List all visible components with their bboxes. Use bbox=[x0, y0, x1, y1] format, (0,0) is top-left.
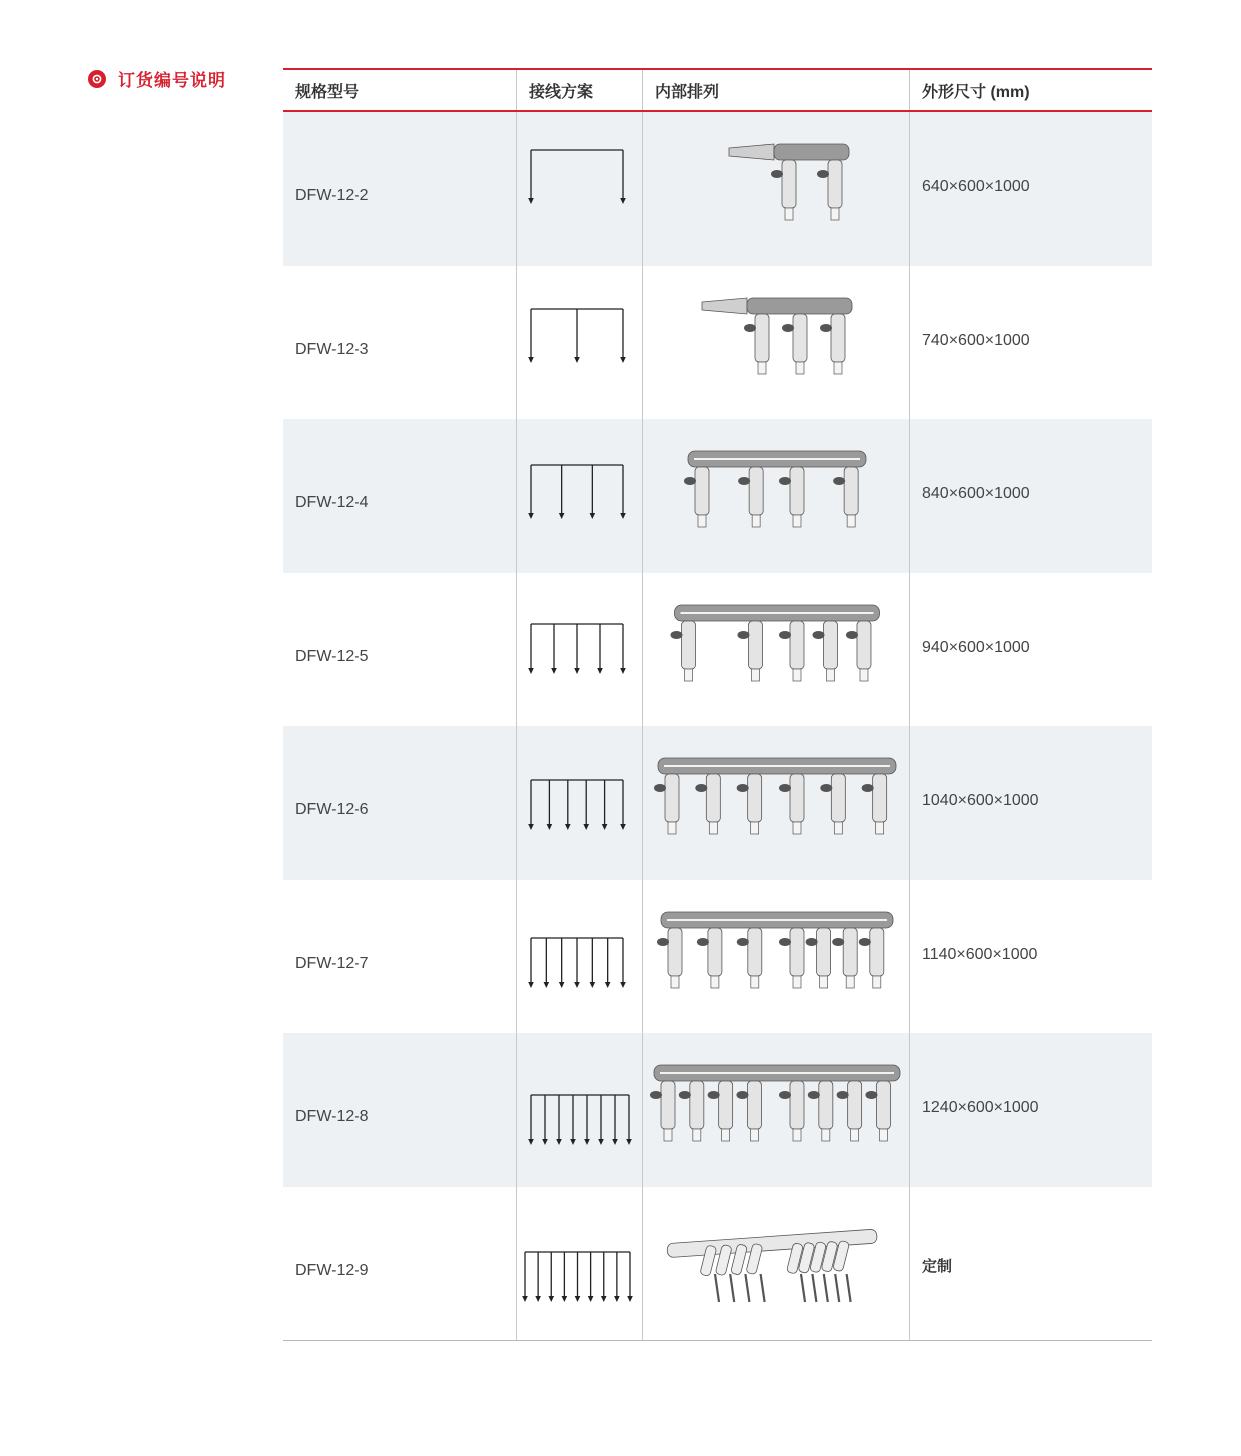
dimensions-value: 1040×600×1000 bbox=[922, 792, 1039, 809]
cell-arrangement bbox=[643, 419, 910, 573]
cable-bushing bbox=[779, 774, 804, 834]
cell-wiring bbox=[517, 573, 643, 727]
gear-icon bbox=[88, 70, 106, 88]
internal-arrangement-illustration bbox=[643, 880, 910, 1033]
internal-arrangement-illustration bbox=[643, 726, 910, 879]
cell-wiring bbox=[517, 726, 643, 880]
wiring-diagram bbox=[517, 419, 643, 572]
cell-arrangement bbox=[643, 1033, 910, 1187]
table-bottom-rule bbox=[283, 1340, 1152, 1341]
dimensions-value: 640×600×1000 bbox=[922, 178, 1030, 195]
cable-bushing bbox=[820, 314, 845, 374]
model-number: DFW-12-5 bbox=[295, 647, 369, 665]
cable-bushing bbox=[737, 774, 762, 834]
table-row bbox=[283, 726, 1152, 880]
table-row bbox=[283, 419, 1152, 573]
cable-bushing bbox=[779, 928, 804, 988]
cell-dimensions bbox=[910, 112, 1152, 266]
cell-model bbox=[283, 1187, 517, 1341]
cable-bushing bbox=[679, 1081, 704, 1141]
cable-bushing bbox=[832, 928, 857, 988]
dimensions-value: 940×600×1000 bbox=[922, 638, 1030, 656]
table-row bbox=[283, 112, 1152, 266]
wiring-diagram bbox=[517, 726, 643, 879]
cable-bushing bbox=[697, 928, 722, 988]
cell-dimensions bbox=[910, 726, 1152, 880]
dimensions-value: 1240×600×1000 bbox=[922, 1099, 1039, 1116]
wiring-diagram bbox=[517, 573, 643, 726]
cell-model bbox=[283, 880, 517, 1034]
cell-dimensions bbox=[910, 419, 1152, 573]
model-number: DFW-12-7 bbox=[295, 954, 369, 972]
cable-bushing bbox=[808, 1081, 833, 1141]
cable-bushing bbox=[695, 774, 720, 834]
cell-model bbox=[283, 266, 517, 420]
cable-bushing bbox=[779, 1081, 804, 1141]
cable-bushing bbox=[806, 928, 831, 988]
cell-dimensions bbox=[910, 266, 1152, 420]
cell-arrangement bbox=[643, 266, 910, 420]
cable-bushing bbox=[771, 160, 796, 220]
cell-arrangement bbox=[643, 573, 910, 727]
cell-wiring bbox=[517, 880, 643, 1034]
cell-dimensions bbox=[910, 1187, 1152, 1341]
dimensions-value: 740×600×1000 bbox=[922, 331, 1030, 349]
cable-bushing bbox=[817, 160, 842, 220]
header-dimensions: 外形尺寸 (mm) bbox=[922, 83, 1030, 101]
cell-dimensions bbox=[910, 880, 1152, 1034]
cable-bushing bbox=[654, 774, 679, 834]
internal-arrangement-illustration bbox=[643, 112, 910, 265]
internal-arrangement-illustration bbox=[643, 419, 910, 572]
wiring-diagram bbox=[517, 1033, 643, 1186]
cell-dimensions bbox=[910, 573, 1152, 727]
table-row bbox=[283, 1187, 1152, 1341]
cell-dimensions bbox=[910, 1033, 1152, 1187]
cell-model bbox=[283, 573, 517, 727]
table-row bbox=[283, 880, 1152, 1034]
spec-table bbox=[283, 68, 1152, 1341]
internal-arrangement-illustration bbox=[643, 1187, 910, 1340]
model-number: DFW-12-4 bbox=[295, 494, 369, 511]
cell-model bbox=[283, 726, 517, 880]
header-arrangement: 内部排列 bbox=[643, 70, 910, 110]
cable-bushing bbox=[859, 928, 884, 988]
model-number: DFW-12-6 bbox=[295, 801, 369, 818]
cable-bushing bbox=[779, 467, 804, 527]
cable-bushing bbox=[812, 621, 837, 681]
internal-arrangement-illustration bbox=[643, 573, 910, 726]
cell-wiring bbox=[517, 419, 643, 573]
cell-arrangement bbox=[643, 880, 910, 1034]
cable-bushing bbox=[837, 1081, 862, 1141]
cable-bushing bbox=[846, 621, 871, 681]
dimensions-value: 840×600×1000 bbox=[922, 485, 1030, 502]
cable-bushing bbox=[779, 621, 804, 681]
dimensions-value: 定制 bbox=[922, 1257, 953, 1275]
table-body bbox=[283, 112, 1152, 1340]
cable-bushing bbox=[738, 467, 763, 527]
wiring-diagram bbox=[517, 112, 643, 265]
table-row bbox=[283, 1033, 1152, 1187]
internal-arrangement-illustration bbox=[643, 1033, 910, 1186]
table-row bbox=[283, 266, 1152, 420]
header-model: 规格型号 bbox=[283, 70, 517, 110]
cell-model bbox=[283, 112, 517, 266]
wiring-diagram bbox=[517, 880, 643, 1033]
cable-bushing bbox=[737, 928, 762, 988]
internal-arrangement-illustration bbox=[643, 266, 910, 419]
cable-bushing bbox=[650, 1081, 675, 1141]
dimensions-value: 1140×600×1000 bbox=[922, 945, 1038, 963]
cable-bushing bbox=[862, 774, 887, 834]
cell-model bbox=[283, 419, 517, 573]
cable-bushing bbox=[671, 621, 696, 681]
cable-bushing bbox=[737, 621, 762, 681]
cable-bushing bbox=[820, 774, 845, 834]
wiring-diagram bbox=[517, 266, 643, 419]
cell-wiring bbox=[517, 1033, 643, 1187]
model-number: DFW-12-9 bbox=[295, 1261, 369, 1279]
section-title: 订货编号说明 bbox=[118, 71, 226, 90]
table-header bbox=[283, 68, 1152, 112]
cell-model bbox=[283, 1033, 517, 1187]
section-heading bbox=[88, 66, 226, 91]
model-number: DFW-12-2 bbox=[295, 187, 369, 204]
cable-bushing bbox=[708, 1081, 733, 1141]
cell-wiring bbox=[517, 112, 643, 266]
cell-wiring bbox=[517, 1187, 643, 1341]
cable-bushing bbox=[684, 467, 709, 527]
cable-bushing bbox=[736, 1081, 761, 1141]
cable-bushing bbox=[782, 314, 807, 374]
table-row bbox=[283, 573, 1152, 727]
cable-bushing bbox=[833, 467, 858, 527]
cable-bushing bbox=[657, 928, 682, 988]
cable-bushing bbox=[744, 314, 769, 374]
cell-arrangement bbox=[643, 1187, 910, 1341]
model-number: DFW-12-3 bbox=[295, 340, 369, 358]
cable-bushing bbox=[865, 1081, 890, 1141]
model-number: DFW-12-8 bbox=[295, 1108, 369, 1125]
cell-arrangement bbox=[643, 112, 910, 266]
cell-arrangement bbox=[643, 726, 910, 880]
wiring-diagram bbox=[517, 1187, 643, 1340]
cell-wiring bbox=[517, 266, 643, 420]
header-wiring: 接线方案 bbox=[517, 70, 643, 110]
